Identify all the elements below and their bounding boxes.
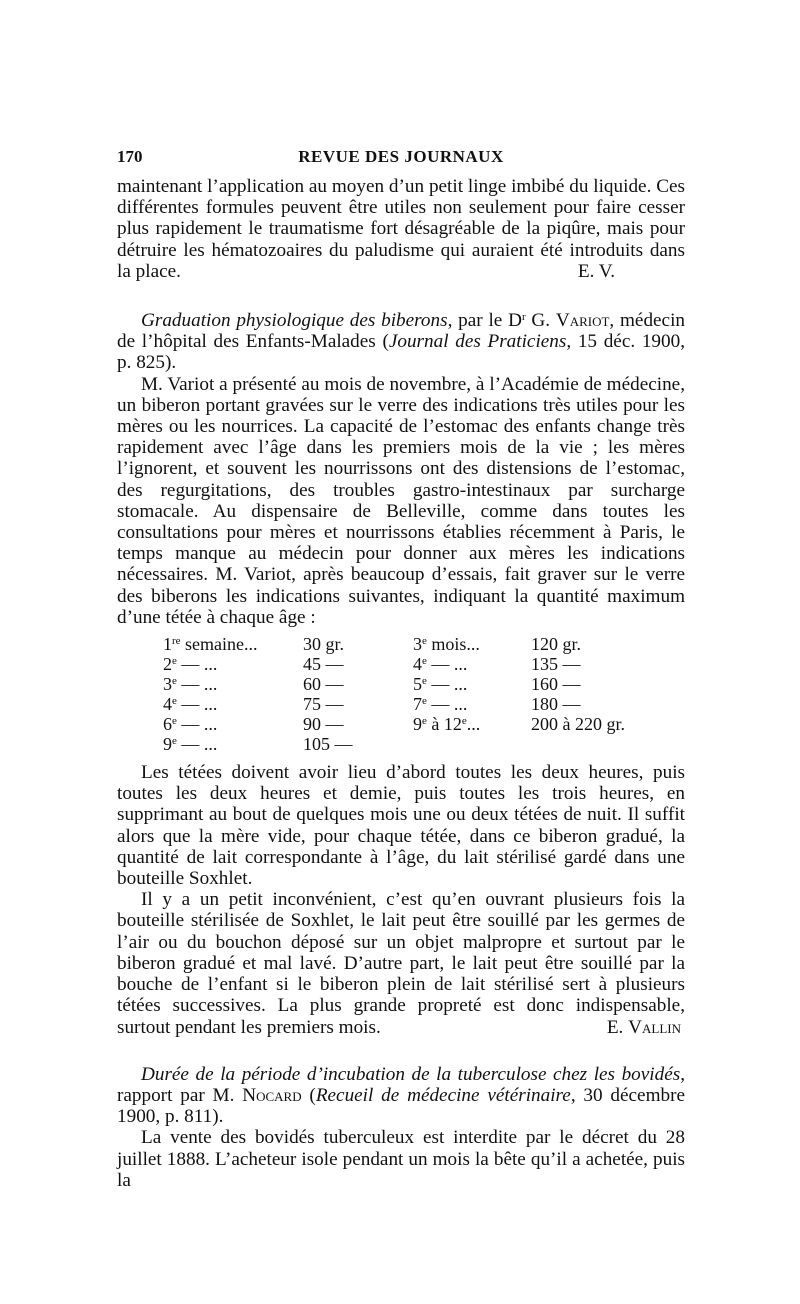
age-suffix: e — [172, 695, 177, 708]
age-unit: — ... — [176, 694, 218, 715]
age-number: 4 — [413, 654, 422, 675]
table-row — [163, 674, 625, 694]
age-number: 7 — [413, 694, 422, 715]
quantity: 180 — — [531, 694, 581, 715]
table-row — [163, 634, 625, 654]
age-suffix: e — [422, 675, 427, 688]
age-unit: mois... — [426, 634, 480, 655]
age-suffix: e — [422, 655, 427, 668]
quantity: 135 — — [531, 654, 581, 675]
table-row — [163, 734, 625, 754]
age-suffix: e — [172, 715, 177, 728]
article1-journal: Journal des Praticiens — [388, 331, 567, 353]
age-unit: — ... — [426, 694, 468, 715]
article1-author: Variot — [555, 310, 610, 332]
feeding-table — [163, 634, 625, 754]
table-row — [163, 654, 625, 674]
age-suffix: re — [172, 635, 181, 648]
article1-paragraph-3: Il y a un petit inconvénient, c’est qu’en ouvrant plusieurs fois la bouteille stérilisée de Soxhlet, le lait peut être souillé par les germes de l’air ou du bouchon déposé sur un objet malpropre et surtout par le biberon gradué et mal lavé. D’autre part, le lait peut être souillé par la bouche de l’enfant si le biberon plein de lait stérilisé sert à plusieurs tétées successives. La plus grande propreté est donc indispensable, surtout pendant les premiers mois. E. Vallin — [117, 889, 685, 1038]
age-number: 6 — [163, 714, 172, 735]
age-suffix: e — [172, 675, 177, 688]
page — [117, 146, 685, 1191]
article1-paragraph-2: Les tétées doivent avoir lieu d’abord toutes les deux heures, puis toutes les deux heures et demie, puis toutes les trois heures, en supprimant au bout de quelques mois une ou deux tétées de nuit. Il suffit alors que la mère vide, pour chaque tétée, dans ce biberon gradué, la quantité de lait correspondante à l’âge, du lait stérilisé gardé dans une bouteille Soxhlet. — [117, 762, 685, 890]
article1-paragraph-1: M. Variot a présenté au mois de novembre, à l’Académie de médecine, un biberon portant gravées sur le verre des indications très utiles pour les mères ou les nourrices. La capacité de l’estomac des enfants change très rapidement avec l’âge dans les premiers mois de la vie ; les mères l’ignorent, et souvent les nourrissons ont des distensions de l’estomac, des regurgitations, des troubles gastro-intestinaux par surcharge stomacale. Au dispensaire de Belleville, comme dans toutes les consultations pour mères et nourrissons établies récemment à Paris, le temps manque au médecin pour donner aux mères les indications nécessaires. M. Variot, après beaucoup d’essais, fait graver sur le verre des biberons les indications suivantes, indiquant la quantité maximum d’une tétée à chaque âge : — [117, 373, 685, 628]
intro-paragraph — [117, 176, 685, 282]
quantity: 60 — — [303, 674, 344, 695]
quantity: 200 à 220 gr. — [531, 714, 625, 735]
age-unit: — ... — [176, 654, 218, 675]
age-suffix: e — [422, 715, 427, 728]
quantity: 160 — — [531, 674, 581, 695]
table-row — [163, 714, 625, 734]
intro-signature: E. V. — [577, 260, 615, 282]
quantity: 75 — — [303, 694, 344, 715]
page-number: 170 — [117, 147, 143, 166]
quantity: 105 — — [303, 734, 353, 755]
quantity: 90 — — [303, 714, 344, 735]
article2-title: Durée de la période d’incubation de la tuberculose chez les bovidés — [141, 1063, 681, 1085]
age-unit: — ... — [176, 674, 218, 695]
age-number: 9 — [163, 734, 172, 755]
running-title: REVUE DES JOURNAUX — [298, 147, 504, 166]
quantity: 120 gr. — [531, 634, 582, 655]
quantity: 45 — — [303, 654, 344, 675]
age-unit: — ... — [176, 714, 218, 735]
age-unit: — ... — [426, 674, 468, 695]
table-row — [163, 694, 625, 714]
article2-author: Nocard — [242, 1084, 302, 1106]
article1-heading: Graduation physiologique des biberons, par le $D^r$ G. Variot, médecin de l’hôpital des Enfants-Malades (Journal des Praticiens, 15 déc. 1900, p. 825). — [117, 310, 685, 374]
intro-text: maintenant l’application au moyen d’un petit linge imbibé du liquide. Ces différentes formules peuvent être utiles non seulement pour faire cesser plus rapidement le traumatisme fort désagréable de la piqûre, mais pour détruire les hématozoaires du paludisme qui auraient été introduits dans la place. — [117, 176, 685, 282]
age-unit: ... — [466, 714, 481, 735]
article2-paragraph-1: La vente des bovidés tuberculeux est interdite par le décret du 28 juillet 1888. L’acheteur isole pendant un mois la bête qu’il a achetée, puis la — [117, 1127, 685, 1191]
age-number: 9 — [413, 714, 422, 735]
age-suffix: e — [422, 695, 427, 708]
article1-signature: E. Vallin — [606, 1016, 681, 1038]
age-number: 3 — [163, 674, 172, 695]
age-unit: à 12 — [426, 714, 462, 735]
running-head — [117, 146, 685, 170]
age-suffix: e — [172, 655, 177, 668]
article1-title: Graduation physiologique des biberons — [141, 310, 448, 332]
age-suffix: e — [461, 715, 467, 728]
age-suffix: e — [422, 635, 427, 648]
age-number: 2 — [163, 654, 172, 675]
age-number: 5 — [413, 674, 422, 695]
article2-journal: Recueil de médecine vétérinaire — [315, 1084, 571, 1106]
age-number: 3 — [413, 634, 422, 655]
age-suffix: e — [172, 735, 177, 748]
age-number: 1 — [163, 634, 172, 655]
age-unit: — ... — [176, 734, 218, 755]
age-unit: — ... — [426, 654, 468, 675]
age-unit: semaine... — [180, 634, 258, 655]
age-number: 4 — [163, 694, 172, 715]
quantity: 30 gr. — [303, 634, 345, 655]
article2-heading: Durée de la période d’incubation de la tuberculose chez les bovidés, rapport par M. Nocard (Recueil de médecine vétérinaire, 30 décembre 1900, p. 811). — [117, 1063, 685, 1128]
